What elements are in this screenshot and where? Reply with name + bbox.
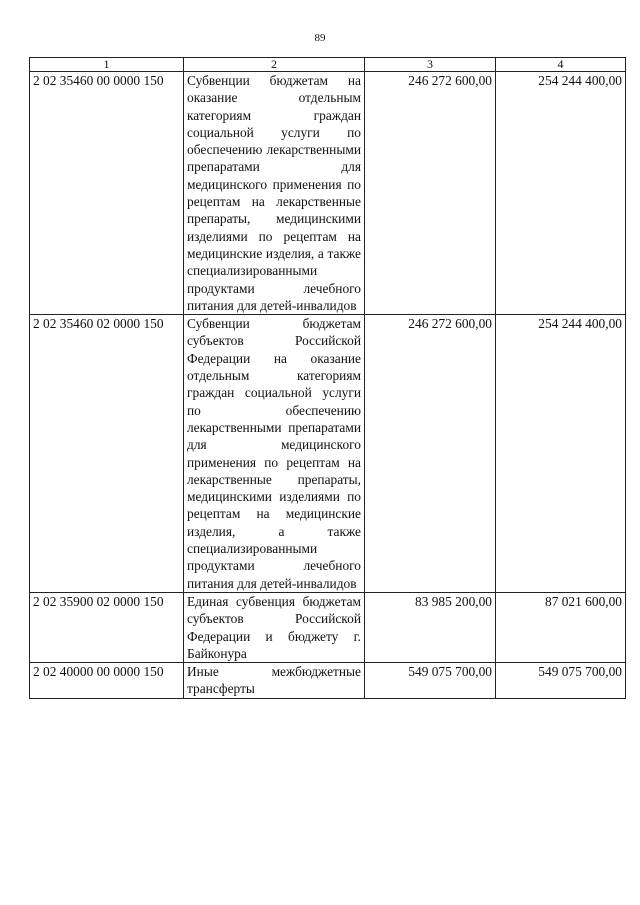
table-body [30, 72, 626, 699]
description-cell: Субвенции бюджетам на оказание отдельным категориям граждан социальной услуги по обеспечению лекарственными препаратами для медицинского применения по рецептам на лекарственные препараты, медицинскими изделиями по рецептам на медицинские изделия, а также специализированными продуктами лечебного питания для детей-инвалидов [184, 72, 365, 315]
amount-cell-col3: 549 075 700,00 [365, 663, 496, 699]
budget-code-cell: 2 02 35900 02 0000 150 [30, 592, 184, 662]
description-cell: Единая субвенция бюджетам субъектов Российской Федерации и бюджету г. Байконура [184, 592, 365, 662]
amount-cell-col4: 549 075 700,00 [496, 663, 626, 699]
amount-cell-col4: 254 244 400,00 [496, 315, 626, 593]
table-row [30, 592, 626, 662]
page-number: 89 [314, 32, 326, 44]
table-row [30, 315, 626, 593]
amount-cell-col3: 246 272 600,00 [365, 315, 496, 593]
budget-table [29, 57, 626, 699]
amount-cell-col4: 254 244 400,00 [496, 72, 626, 315]
budget-code-cell: 2 02 35460 00 0000 150 [30, 72, 184, 315]
description-cell: Субвенции бюджетам субъектов Российской Федерации на оказание отдельным категориям граждан социальной услуги по обеспечению лекарственными препаратами для медицинского применения по рецептам на лекарственные препараты, медицинскими изделиями по рецептам на медицинские изделия, а также специализированными продуктами лечебного питания для детей-инвалидов [184, 315, 365, 593]
description-cell: Иные межбюджетные трансферты [184, 663, 365, 699]
table-header [30, 58, 626, 72]
budget-code-cell: 2 02 35460 02 0000 150 [30, 315, 184, 593]
table-row [30, 663, 626, 699]
amount-cell-col3: 246 272 600,00 [365, 72, 496, 315]
table-row [30, 72, 626, 315]
column-header-1: 1 [30, 58, 184, 72]
amount-cell-col4: 87 021 600,00 [496, 592, 626, 662]
column-header-4: 4 [496, 58, 626, 72]
budget-code-cell: 2 02 40000 00 0000 150 [30, 663, 184, 699]
header-row [30, 58, 626, 72]
column-header-3: 3 [365, 58, 496, 72]
amount-cell-col3: 83 985 200,00 [365, 592, 496, 662]
column-header-2: 2 [184, 58, 365, 72]
